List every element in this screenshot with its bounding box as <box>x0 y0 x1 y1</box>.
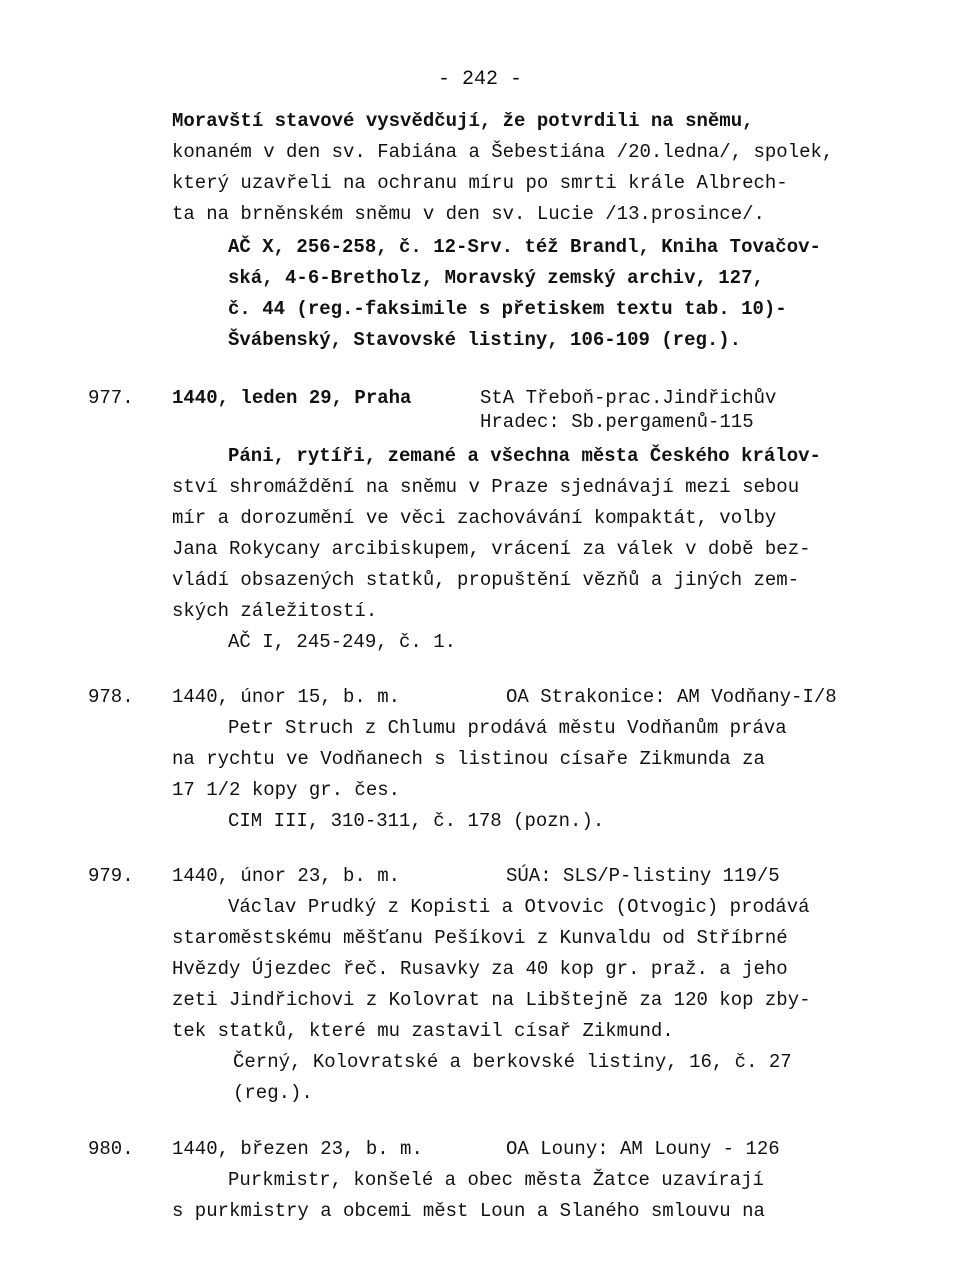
entry-text-line: zeti Jindřichovi z Kolovrat na Libštejně za 120 kop zby- <box>172 989 811 1011</box>
intro-line: který uzavřeli na ochranu míru po smrti krále Albrech- <box>172 172 788 194</box>
entry-header: 1440, březen 23, b. m. <box>172 1138 423 1160</box>
intro-line: konaném v den sv. Fabiána a Šebestiána /20.ledna/, spolek, <box>172 141 834 163</box>
entry-ref-line: (reg.). <box>233 1082 313 1104</box>
entry-ref-line: CIM III, 310-311, č. 178 (pozn.). <box>228 810 605 832</box>
entry-text-line: Páni, rytíři, zemané a všechna města Českého králov- <box>228 445 821 467</box>
intro-ref-line: Švábenský, Stavovské listiny, 106-109 (reg.). <box>228 329 742 351</box>
intro-line: Moravští stavové vysvědčují, že potvrdili na sněmu, <box>172 110 754 132</box>
entry-text-line: na rychtu ve Vodňanech s listinou císaře Zikmunda za <box>172 748 765 770</box>
entry-text-line: Petr Struch z Chlumu prodává městu Vodňanům práva <box>228 717 787 739</box>
entry-text-line: ských záležitostí. <box>172 600 378 622</box>
entry-header: 1440, únor 15, b. m. <box>172 686 401 708</box>
intro-ref-line: AČ X, 256-258, č. 12-Srv. též Brandl, Kniha Tovačov- <box>228 236 821 258</box>
entry-ref-line: Černý, Kolovratské a berkovské listiny, 16, č. 27 <box>233 1051 792 1073</box>
intro-ref-line: ská, 4-6-Bretholz, Moravský zemský archiv, 127, <box>228 267 764 289</box>
entry-number: 980. <box>88 1138 134 1160</box>
intro-ref-line: č. 44 (reg.-faksimile s přetiskem textu tab. 10)- <box>228 298 787 320</box>
entry-number: 978. <box>88 686 134 708</box>
entry-archive: StA Třeboň-prac.Jindřichův <box>480 387 777 409</box>
entry-ref-line: AČ I, 245-249, č. 1. <box>228 631 457 653</box>
entry-text-line: staroměstskému měšťanu Pešíkovi z Kunvaldu od Stříbrné <box>172 927 788 949</box>
page-number: - 242 - <box>437 68 522 91</box>
entry-text-line: mír a dorozumění ve věci zachovávání kompaktát, volby <box>172 507 777 529</box>
entry-archive: SÚA: SLS/P-listiny 119/5 <box>506 865 780 887</box>
entry-header: 1440, leden 29, Praha <box>172 387 412 409</box>
entry-text-line: vládí obsazených statků, propuštění vězňů a jiných zem- <box>172 569 800 591</box>
entry-text-line: Purkmistr, konšelé a obec města Žatce uzavírají <box>228 1169 764 1191</box>
entry-text-line: Jana Rokycany arcibiskupem, vrácení za válek v době bez- <box>172 538 811 560</box>
entry-number: 977. <box>88 387 134 409</box>
entry-text-line: ství shromáždění na sněmu v Praze sjednávají mezi sebou <box>172 476 800 498</box>
entry-text-line: tek statků, které mu zastavil císař Zikmund. <box>172 1020 674 1042</box>
entry-text-line: 17 1/2 kopy gr. čes. <box>172 779 401 801</box>
entry-archive: OA Louny: AM Louny - 126 <box>506 1138 780 1160</box>
entry-archive: OA Strakonice: AM Vodňany-I/8 <box>506 686 837 708</box>
entry-header: 1440, únor 23, b. m. <box>172 865 401 887</box>
entry-number: 979. <box>88 865 134 887</box>
entry-archive: Hradec: Sb.pergamenů-115 <box>480 411 754 433</box>
entry-text-line: s purkmistry a obcemi měst Loun a Slaného smlouvu na <box>172 1200 765 1222</box>
entry-text-line: Hvězdy Újezdec řeč. Rusavky za 40 kop gr. praž. a jeho <box>172 958 788 980</box>
entry-text-line: Václav Prudký z Kopisti a Otvovic (Otvogic) prodává <box>228 896 810 918</box>
intro-line: ta na brněnském sněmu v den sv. Lucie /13.prosince/. <box>172 203 765 225</box>
